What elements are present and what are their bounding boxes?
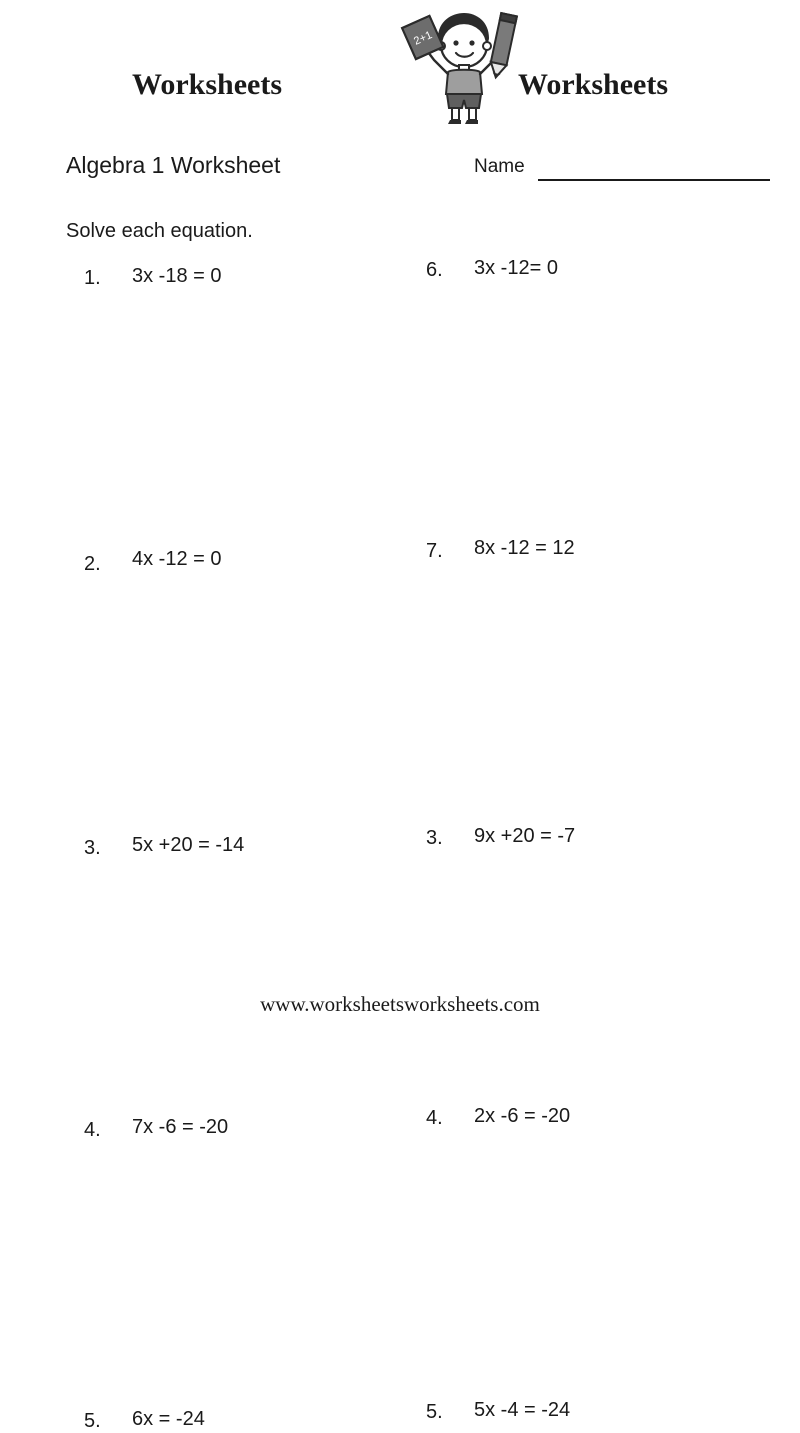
page-title: Algebra 1 Worksheet	[66, 152, 281, 178]
problem-equation: 3x -18 = 0	[132, 265, 222, 287]
name-write-in-line[interactable]	[538, 179, 770, 181]
problem-equation: 9x +20 = -7	[474, 825, 576, 847]
problem-equation: 3x -12= 0	[474, 257, 558, 279]
problem-column-right	[408, 250, 738, 1423]
problem-number: 3.	[426, 827, 443, 849]
problem-equation: 8x -12 = 12	[474, 537, 575, 559]
worksheet-header	[0, 152, 800, 192]
problem-item	[66, 392, 396, 575]
problem-item	[66, 250, 396, 392]
problem-number: 2.	[84, 553, 101, 575]
svg-text:2+1: 2+1	[412, 29, 435, 48]
problem-equation: 5x +20 = -14	[132, 834, 245, 856]
site-logo-banner	[0, 8, 800, 128]
problem-number: 1.	[84, 267, 101, 289]
problem-number: 4.	[84, 1119, 101, 1141]
problem-equation: 7x -6 = -20	[132, 1116, 229, 1138]
problem-number: 5.	[84, 1410, 101, 1432]
name-label: Name	[474, 156, 525, 177]
logo-word-left: Worksheets	[132, 68, 282, 101]
instructions-text: Solve each equation.	[66, 220, 253, 242]
logo-word-right: Worksheets	[518, 68, 668, 101]
problem-item	[408, 534, 738, 849]
problem-equation: 4x -12 = 0	[132, 548, 222, 570]
problem-number: 6.	[426, 259, 443, 281]
problem-equation: 6x = -24	[132, 1408, 205, 1430]
problem-number: 5.	[426, 1401, 443, 1423]
problem-column-left	[66, 250, 396, 1432]
problem-number: 7.	[426, 540, 443, 562]
problem-item	[408, 250, 738, 392]
footer-url: www.worksheetsworksheets.com	[260, 992, 540, 1016]
problem-item	[66, 534, 396, 859]
problem-number: 3.	[84, 837, 101, 859]
problem-item	[408, 392, 738, 562]
problem-equation: 5x -4 = -24	[474, 1399, 571, 1421]
problem-number: 4.	[426, 1107, 443, 1129]
kid-with-pencil-and-book-illustration	[390, 8, 530, 126]
problem-equation: 2x -6 = -20	[474, 1105, 571, 1127]
